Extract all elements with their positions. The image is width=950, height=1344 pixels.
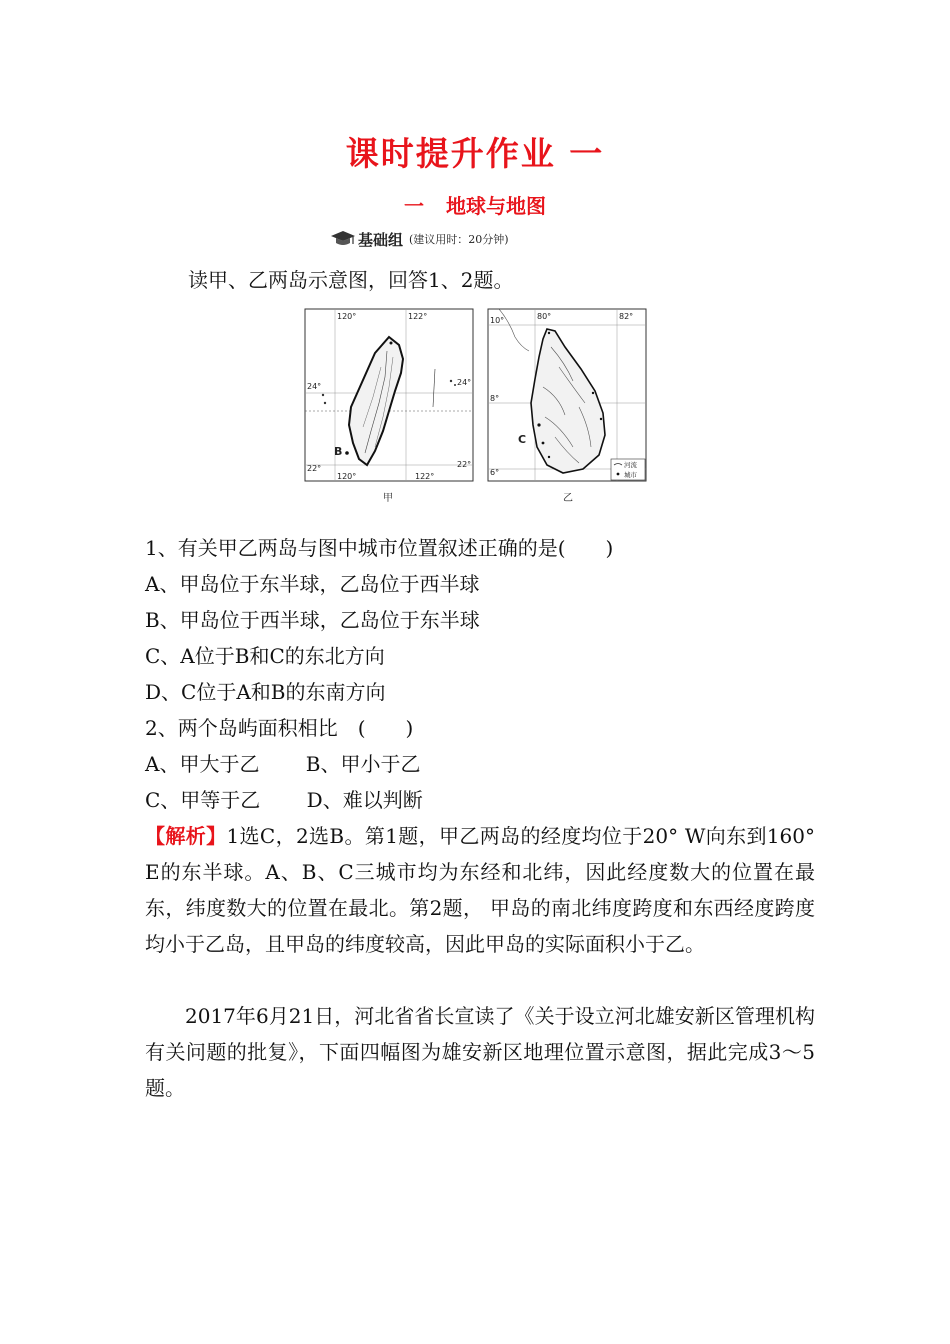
point-label-b: B xyxy=(334,445,343,458)
lon-label: 120° xyxy=(337,312,357,321)
group-time: (建议用时：20分钟) xyxy=(409,233,509,246)
question-2-options-ab: A、甲大于乙 B、甲小于乙 xyxy=(145,752,421,776)
graduation-cap-icon xyxy=(330,230,356,248)
analysis-block xyxy=(145,818,815,962)
section-name: 地球与地图 xyxy=(446,194,546,218)
lat-label: 6° xyxy=(490,468,500,477)
lat-label: 22° xyxy=(457,460,472,469)
question-1-stem: 1、有关甲乙两岛与图中城市位置叙述正确的是( ) xyxy=(145,536,614,560)
question-1-option-b: B、甲岛位于西半球，乙岛位于东半球 xyxy=(145,608,480,632)
legend-river: 河流 xyxy=(624,461,637,469)
lon-label: 120° xyxy=(337,472,357,481)
legend-city: 城市 xyxy=(624,471,637,479)
group-banner xyxy=(330,228,509,250)
map-yi xyxy=(488,309,646,504)
map-caption-yi: 乙 xyxy=(563,493,573,504)
map-jia xyxy=(305,309,473,504)
lon-label: 122° xyxy=(415,472,435,481)
island-maps-figure xyxy=(303,307,648,507)
lon-label: 80° xyxy=(537,312,552,321)
lon-label: 82° xyxy=(619,312,634,321)
page-title: 课时提升作业 一 xyxy=(345,134,605,173)
section-number: 一 xyxy=(404,194,424,218)
question-2-stem: 2、两个岛屿面积相比 ( ) xyxy=(145,716,414,740)
lon-label: 122° xyxy=(408,312,428,321)
lat-label: 24° xyxy=(307,382,322,391)
point-label-c: C xyxy=(518,433,527,446)
question-1-option-a: A、甲岛位于东半球，乙岛位于西半球 xyxy=(145,572,480,596)
analysis-tag: 【解析】 xyxy=(145,824,227,848)
passage-text: 2017年6月21日，河北省省长宣读了《关于设立河北雄安新区管理机构有关问题的批复》，下面四幅图为雄安新区地理位置示意图，据此完成3～5题。 xyxy=(145,1004,815,1100)
question-2-options-cd: C、甲等于乙 D、难以判断 xyxy=(145,788,423,812)
intro-text: 读甲、乙两岛示意图，回答1、2题。 xyxy=(188,268,514,292)
question-1-option-d: D、C位于A和B的东南方向 xyxy=(145,680,386,704)
analysis-text: 1选C，2选B。第1题，甲乙两岛的经度均位于20° W向东到160° E的东半球。A、B、C三城市均为东经和北纬，因此经度数大的位置在最东，纬度数大的位置在最北。第2题， 甲岛的南北纬度跨度和东西经度跨度均小于乙岛，且甲岛的纬度较高，因此甲岛的实际面积小于乙。 xyxy=(145,824,816,956)
lat-label: 24° xyxy=(457,378,472,387)
lat-label: 8° xyxy=(490,394,500,403)
section-title xyxy=(0,190,950,219)
lat-label: 22° xyxy=(307,464,322,473)
question-1-option-c: C、A位于B和C的东北方向 xyxy=(145,644,385,668)
map-caption-jia: 甲 xyxy=(383,493,393,504)
lat-label: 10° xyxy=(490,316,505,325)
group-name: 基础组 xyxy=(358,230,404,249)
